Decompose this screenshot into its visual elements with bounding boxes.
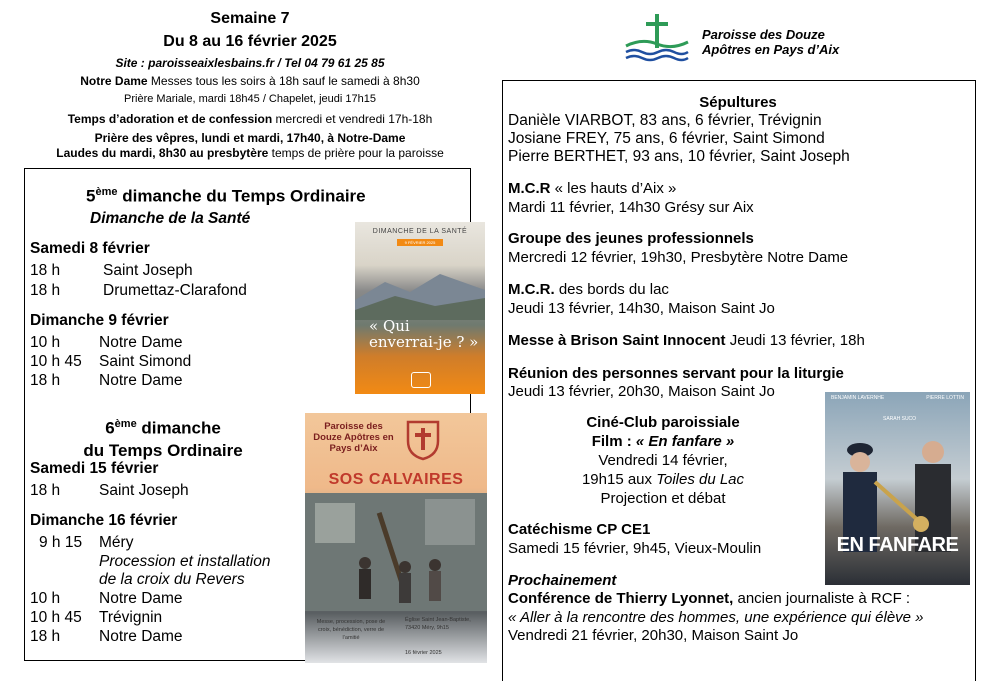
en-fanfare-poster	[825, 392, 970, 585]
place: Méry	[99, 534, 134, 551]
parish-name-line1: Paroisse des Douze	[702, 27, 825, 42]
laudes	[40, 146, 460, 160]
sat15-title: Samedi 15 février	[30, 460, 159, 477]
priere-mariale: Prière Mariale, mardi 18h45 / Chapelet, jeudi 17h15	[124, 93, 376, 105]
list-item	[30, 262, 193, 280]
list-item	[30, 282, 247, 300]
sos-poster-top: Paroisse des Douze Apôtres en Pays d’Aix	[313, 421, 394, 454]
time: 18 h	[30, 628, 61, 645]
adoration	[40, 112, 460, 126]
mcr2-label: M.C.R.	[508, 281, 555, 298]
list-item	[39, 534, 133, 552]
time: 9 h 15	[39, 534, 83, 551]
place: Saint Joseph	[103, 262, 193, 279]
sos-poster-bottom-left: Messe, procession, pose de croix, bénédiction, verre de l’amitié	[316, 619, 386, 641]
sante-poster-title: DIMANCHE DE LA SANTÉ	[372, 228, 468, 235]
sepultures-title: Sépultures	[699, 94, 777, 111]
list-item	[30, 353, 191, 371]
fanfare-actor2: PIERRE LOTTIN	[926, 395, 964, 401]
mcr2-rest: des bords du lac	[554, 281, 669, 298]
brison-when: Jeudi 13 février, 18h	[725, 332, 865, 349]
laudes-label: Laudes du mardi, 8h30 au presbytère	[56, 146, 269, 160]
time: 10 h 45	[30, 609, 82, 626]
reunion-when: Jeudi 13 février, 20h30, Maison Saint Jo	[508, 383, 775, 400]
sat8-title: Samedi 8 février	[30, 240, 150, 257]
list-item	[30, 609, 162, 627]
sos-calvaires-poster	[305, 413, 487, 663]
sunday5-heading	[86, 186, 366, 207]
adoration-label: Temps d’adoration et de confession	[67, 112, 273, 126]
sunday6-sup: ème	[114, 418, 137, 430]
sunday5-subtitle: Dimanche de la Santé	[90, 210, 251, 227]
place: Notre Dame	[99, 372, 183, 389]
list-item	[30, 482, 189, 500]
mountain-image	[355, 260, 485, 320]
place: Saint Simond	[99, 353, 192, 370]
time: 10 h	[30, 590, 61, 607]
cine-film: « En fanfare »	[635, 433, 735, 450]
conf-title: Conférence de Thierry Lyonnet,	[508, 590, 734, 607]
cine-club	[508, 413, 818, 508]
mcr1-rest: « les hauts d’Aix »	[550, 180, 677, 197]
conference-line	[508, 590, 910, 608]
mcr2-when: Jeudi 13 février, 14h30, Maison Saint Jo	[508, 300, 775, 317]
time: 18 h	[30, 282, 61, 299]
site-phone: Site : paroisseaixlesbains.fr / Tel 04 79 61 25 85	[115, 56, 385, 70]
sunday6-rest: dimanche	[136, 418, 221, 438]
sos-poster-date: 16 février 2025	[405, 650, 442, 656]
mcr1-label: M.C.R	[508, 180, 551, 197]
sunday6-heading	[30, 413, 296, 462]
cine-time: 19h15 aux	[581, 471, 657, 488]
notre-dame-label: Notre Dame	[80, 74, 148, 88]
adoration-text: mercredi et vendredi 17h-18h	[272, 112, 433, 126]
parish-name-line2: Apôtres en Pays d’Aix	[702, 42, 840, 57]
laudes-text: temps de prière pour la paroisse	[268, 146, 444, 160]
shield-cross-icon	[405, 419, 441, 461]
prochainement: Prochainement	[508, 572, 617, 589]
sos-poster-bottom-right: Église Saint Jean-Baptiste, 73420 Méry, 9h15	[405, 617, 471, 631]
cine-title: Ciné-Club paroissiale	[586, 414, 740, 431]
sunday5-num: 5	[86, 186, 96, 206]
time: 18 h	[30, 262, 61, 279]
mcr1-when: Mardi 11 février, 14h30 Grésy sur Aix	[508, 199, 754, 216]
sos-poster-title: SOS CALVAIRES	[328, 471, 464, 488]
cate-when: Samedi 15 février, 9h45, Vieux-Moulin	[508, 540, 762, 557]
vepres: Prière des vêpres, lundi et mardi, 17h40, à Notre-Dame	[94, 131, 406, 145]
fanfare-title: EN FANFARE	[836, 534, 959, 556]
parish-name	[702, 27, 839, 57]
cine-film-label: Film :	[591, 433, 636, 450]
list-item	[30, 628, 183, 646]
sante-poster-logo-icon	[411, 372, 431, 388]
sunday5-sup: ème	[95, 186, 118, 198]
place: Notre Dame	[99, 334, 183, 351]
sante-poster-date: 9 FÉVRIER 2025	[397, 239, 443, 246]
conf-when: Vendredi 21 février, 20h30, Maison Saint Jo	[508, 627, 799, 644]
mcr2-title	[508, 281, 669, 299]
time: 10 h 45	[30, 353, 82, 370]
sunday6-num: 6	[105, 418, 115, 438]
jeunes-when: Mercredi 12 février, 19h30, Presbytère Notre Dame	[508, 249, 849, 266]
notre-dame-text: Messes tous les soirs à 18h sauf le samedi à 8h30	[147, 74, 420, 88]
cross-wave-icon	[622, 12, 692, 64]
list-item	[30, 372, 183, 390]
notre-dame-masses	[40, 74, 460, 88]
conf-quote: « Aller à la rencontre des hommes, une expérience qui élève »	[508, 609, 924, 626]
sunday5-rest: dimanche du Temps Ordinaire	[117, 186, 366, 206]
fanfare-actor1: BENJAMIN LAVERNHE	[831, 395, 885, 401]
cine-venue: Toiles du Lac	[656, 471, 745, 488]
place: Trévignin	[99, 609, 163, 626]
parish-logo	[622, 12, 692, 64]
brison-title: Messe à Brison Saint Innocent	[508, 332, 726, 349]
time: 18 h	[30, 482, 61, 499]
list-item: Josiane FREY, 75 ans, 6 février, Saint Simond	[508, 130, 825, 147]
list-item: Danièle VIARBOT, 83 ans, 6 février, Trévignin	[508, 112, 822, 129]
place: Notre Dame	[99, 628, 183, 645]
list-item	[30, 334, 183, 352]
sun9-title: Dimanche 9 février	[30, 312, 169, 329]
reunion-title: Réunion des personnes servant pour la liturgie	[508, 365, 844, 382]
cine-projection: Projection et débat	[600, 490, 726, 507]
sunday6-line2: du Temps Ordinaire	[83, 440, 243, 460]
date-range: Du 8 au 16 février 2025	[163, 33, 337, 50]
list-item: Pierre BERTHET, 93 ans, 10 février, Saint Joseph	[508, 148, 850, 165]
place: Drumettaz-Clarafond	[103, 282, 247, 299]
week-title: Semaine 7	[210, 10, 290, 27]
cate-title: Catéchisme CP CE1	[508, 521, 651, 538]
procession-note-2: de la croix du Revers	[99, 571, 245, 588]
procession-image	[305, 493, 487, 611]
musicians-image	[825, 422, 970, 552]
time: 10 h	[30, 334, 61, 351]
conf-rest: ancien journaliste à RCF :	[733, 590, 911, 607]
place: Saint Joseph	[99, 482, 189, 499]
time: 18 h	[30, 372, 61, 389]
place: Notre Dame	[99, 590, 183, 607]
sun16-title: Dimanche 16 février	[30, 512, 178, 529]
brison-line	[508, 332, 865, 350]
jeunes-title: Groupe des jeunes professionnels	[508, 230, 754, 247]
sante-poster	[355, 222, 485, 394]
fanfare-actor3: SARAH SUCO	[883, 416, 917, 422]
sante-poster-text: « Qui enverrai-je ? »	[369, 317, 479, 351]
mcr1-title	[508, 180, 676, 198]
cine-date: Vendredi 14 février,	[598, 452, 728, 469]
procession-note-1: Procession et installation	[99, 553, 271, 570]
list-item	[30, 590, 183, 608]
